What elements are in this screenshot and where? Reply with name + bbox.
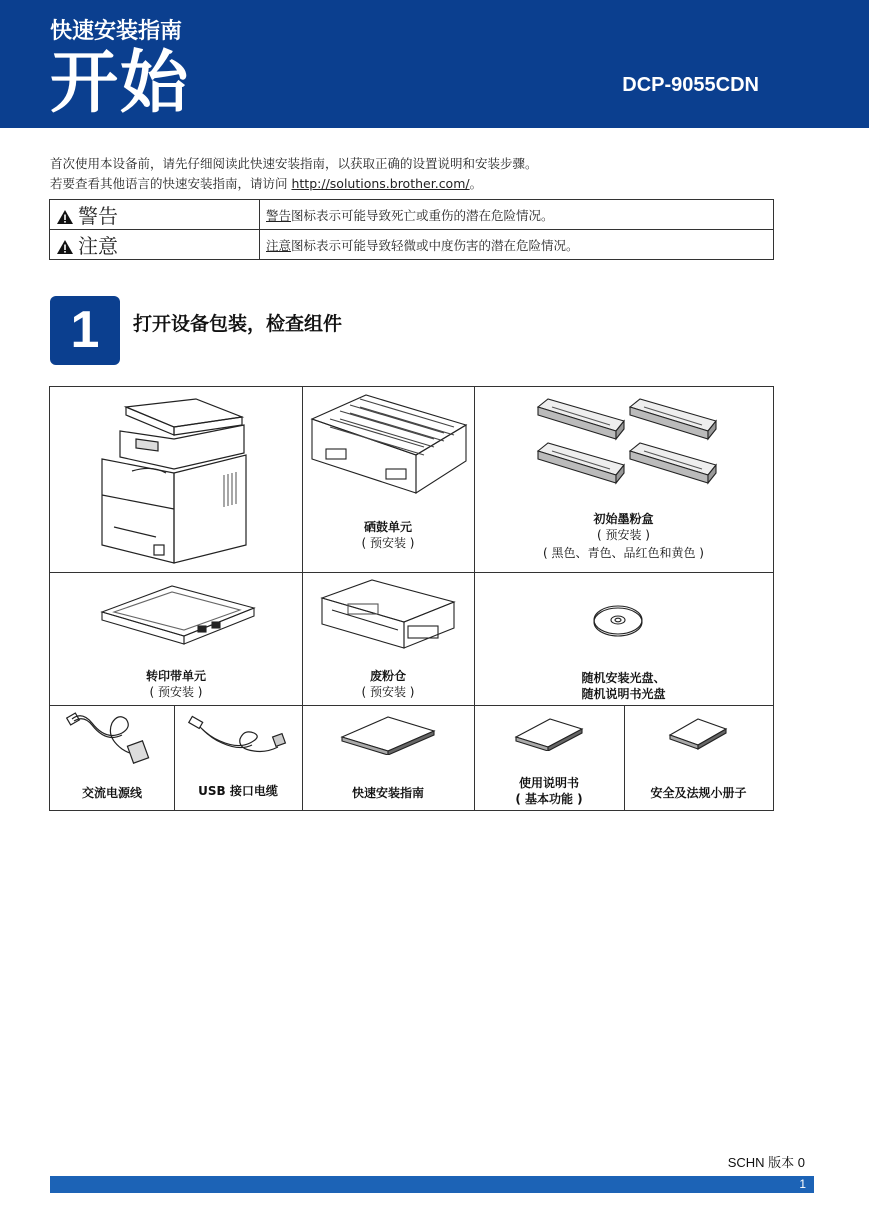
belt-unit-illustration — [98, 578, 258, 648]
caution-description: 注意图标表示可能导致轻微或中度伤害的潜在危险情况。 — [260, 230, 774, 260]
warning-label-cell: 警告 — [50, 200, 260, 230]
components-grid — [49, 386, 774, 811]
toner-cartridges-cell — [474, 387, 773, 572]
usb-cable-cell — [174, 705, 302, 810]
intro-line-2: 若要查看其他语言的快速安装指南，请访问 http://solutions.brother.com/。 — [50, 176, 483, 191]
printer-illustration — [96, 395, 256, 565]
step-number: 1 — [50, 296, 120, 365]
notice-table — [49, 199, 774, 260]
quick-setup-guide-label: 快速安装指南 — [351, 786, 424, 800]
waste-toner-box-cell — [302, 572, 474, 705]
drum-unit-label: 硒鼓单元 ( 预安装 ) — [361, 520, 415, 550]
quick-setup-guide-cell — [302, 705, 474, 810]
power-cord-label: 交流电源线 — [81, 786, 142, 800]
belt-unit-label: 转印带单元 ( 预安装 ) — [145, 669, 206, 699]
power-cord-cell — [50, 705, 174, 810]
safety-booklet-cell — [624, 705, 773, 810]
toner-cartridges-illustration — [532, 395, 722, 495]
usb-cable-label: USB 接口电缆 — [198, 784, 278, 798]
cd-rom-label: 随机安装光盘、 随机说明书光盘 — [581, 671, 666, 701]
warning-triangle-icon — [56, 209, 74, 225]
basic-users-guide-label: 使用说明书 ( 基本功能 ) — [515, 776, 583, 806]
caution-label-cell: 注意 — [50, 230, 260, 260]
belt-unit-cell — [50, 572, 302, 705]
intro-line-1: 首次使用本设备前，请先仔细阅读此快速安装指南，以获取正确的设置说明和安装步骤。 — [50, 156, 538, 171]
basic-users-guide-cell — [474, 705, 624, 810]
waste-toner-box-illustration — [318, 576, 458, 652]
drum-unit-cell — [302, 387, 474, 572]
caution-triangle-icon — [56, 239, 74, 255]
usb-cable-icon — [188, 713, 288, 763]
step-title: 打开设备包装，检查组件 — [133, 313, 343, 335]
solutions-link[interactable]: http://solutions.brother.com/ — [291, 176, 470, 191]
intro-text — [50, 154, 538, 194]
model-name: DCP-9055CDN — [622, 74, 759, 96]
header-banner — [0, 0, 869, 128]
waste-toner-box-label: 废粉仓 ( 预安装 ) — [361, 669, 415, 699]
power-cord-icon — [66, 709, 156, 769]
footer-bar — [50, 1176, 814, 1193]
safety-booklet-label: 安全及法规小册子 — [650, 786, 747, 800]
toner-cartridges-label: 初始墨粉盒 ( 预安装 ) ( 黑色、青色、品红色和黄色 ) — [543, 512, 704, 560]
basic-users-guide-icon — [514, 717, 584, 751]
caution-row — [50, 230, 774, 260]
quick-setup-guide-icon — [338, 715, 438, 755]
cd-rom-cell — [474, 572, 773, 705]
drum-unit-illustration — [306, 389, 470, 499]
page-title: 开始 — [50, 44, 191, 123]
warning-description: 警告图标表示可能导致死亡或重伤的潜在危险情况。 — [260, 200, 774, 230]
cd-rom-icon — [592, 604, 644, 638]
safety-booklet-icon — [668, 717, 728, 751]
page-number: 1 — [799, 1177, 806, 1191]
printer-cell — [50, 387, 302, 572]
version-label: SCHN 版本 0 — [727, 1155, 805, 1170]
guide-subtitle: 快速安装指南 — [50, 19, 183, 44]
warning-row — [50, 200, 774, 230]
